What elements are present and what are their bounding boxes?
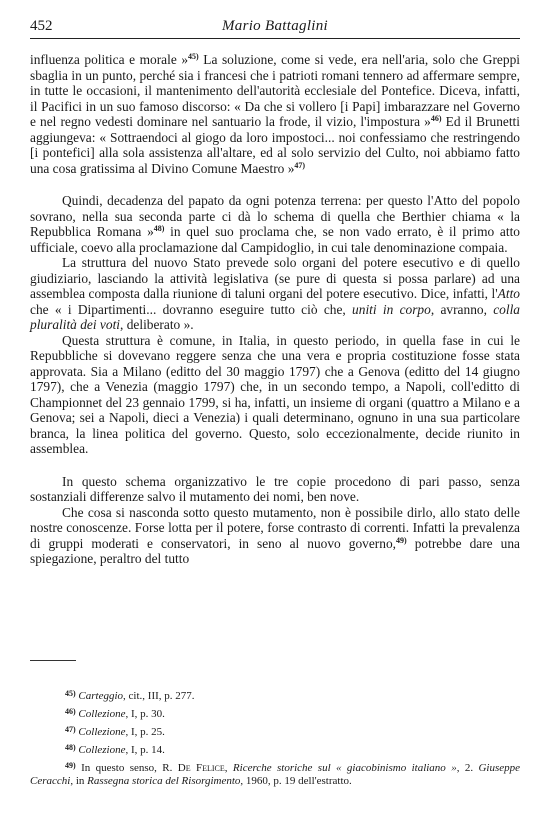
footnote-ref-45: 45) <box>188 52 199 61</box>
body-text <box>30 52 520 567</box>
text-run: Ed il Brunetti aggiungeva: « Sottraendoci al giogo da loro impostoci... noi confessiamo che restringendo [i pontefici] alla sola assistenza all'altare, ed al solo servizio del Culto, noi abbiamo fatto una cosa gratissima al Divino Comune Maestro » <box>30 114 520 176</box>
text-run: , 2. <box>456 762 479 774</box>
text-run: potrebbe dare una spiegazione, peraltro del tutto <box>30 535 520 566</box>
footnote-source: Ricerche storiche sul « giacobinismo italiano » <box>232 762 457 774</box>
footnote-source: Collezione <box>78 744 126 756</box>
footnote-source: Collezione <box>78 726 126 738</box>
footnote-number: 49) <box>65 761 76 770</box>
section-gap <box>30 457 520 474</box>
text-run: In questo senso, R. <box>81 762 178 774</box>
header-rule <box>30 38 520 39</box>
text-run: , <box>224 762 233 774</box>
text-run: che « i Dipartimenti... dovranno eseguire tutto ciò che, <box>30 301 353 317</box>
text-run: , avranno, <box>430 301 494 317</box>
paragraph-5: In questo schema organizzativo le tre copie procedono di pari passo, senza sostanziali differenze salvo il mutamento dei nomi, ben nove. <box>30 473 520 504</box>
footnote-citation: , I, p. 30. <box>125 708 165 720</box>
footnote-45 <box>65 690 520 703</box>
text-run: , in <box>70 775 88 787</box>
footnote-49 <box>30 762 520 788</box>
footnote-number: 47) <box>65 725 76 734</box>
italic-term: colla pluralità dei voti <box>30 301 520 332</box>
footnote-ref-49: 49) <box>396 535 407 545</box>
footnote-47 <box>65 726 520 739</box>
footnotes <box>30 690 520 788</box>
text-run: , deliberato ». <box>120 317 194 332</box>
text-run: in quel suo proclama che, se non vado errato, è il primo atto ufficiale, coevo alla proclamazione dal Campidoglio, in cui tale denominazione compaia. <box>30 224 521 255</box>
footnote-48 <box>65 744 520 757</box>
footnote-author: De Felice <box>177 762 225 774</box>
paragraph-4: Questa struttura è comune, in Italia, in questo periodo, in quella fase in cui le Repubbliche si dovevano reggere senza che una vera e propria costituzione fosse stata approvata. Sia a Milano (editto del 30 maggio 1797) che a Genova (editto del 14 giugno 1797), che a Venezia (maggio 1797) che, in un secondo tempo, a Napoli, coll'editto di Championnet del 23 gennaio 1799, si ha, infatti, un insieme di organi (quattro a Milano e a Genova; sei a Napoli, dieci a Venezia) i quali determinano, ognuno in una sua particolare branca, la linea politica del governo. Questo, solo eccezionalmente, decide riunito in assemblea. <box>30 332 520 456</box>
text-run: Quindi, decadenza del papato da ogni potenza terrena: per questo l'Atto del popolo sovrano, nella sua seconda parte ci dà lo schema di quella che Berthier chiama « la Repubblica Romana » <box>30 193 520 239</box>
footnote-source: Giuseppe Ceracchi <box>30 762 521 787</box>
paragraph-2 <box>30 193 520 255</box>
footnote-46 <box>65 708 520 721</box>
footnote-source: Rassegna storica del Risorgimento <box>87 775 241 787</box>
section-gap <box>30 176 520 193</box>
footnote-number: 46) <box>65 707 76 716</box>
text-run: influenza politica e morale » <box>30 52 189 67</box>
footnote-ref-47: 47) <box>294 160 306 170</box>
footnote-ref-46: 46) <box>430 114 442 123</box>
page-number: 452 <box>30 18 53 34</box>
text-run: La struttura del nuovo Stato prevede solo organi del potere esecutivo e di quello giudiziario, lasciando la attività legislativa (se pure di questa si possa parlare) ad una assemblea composta dalla riunione di taluni organi del potere esecutivo. Dice, infatti, l' <box>30 255 520 301</box>
italic-term: Atto <box>497 286 520 301</box>
footnote-ref-48: 48) <box>153 224 165 233</box>
paragraph-3 <box>30 255 520 333</box>
page-header <box>30 18 520 40</box>
footnote-citation: , cit., III, p. 277. <box>123 690 195 702</box>
text-run: Che cosa si nasconda sotto questo mutamento, non è possibile dirlo, allo stato delle nostre conoscenze. Forse lotta per il potere, forse contrasto di correnti. Infatti la prevalenza di gruppi moderati e conservatori, in seno al nuovo governo, <box>30 504 520 551</box>
text-run: , 1960, p. 19 dell'estratto. <box>240 775 352 787</box>
italic-term: uniti in corpo <box>352 301 431 317</box>
footnote-number: 48) <box>65 743 76 752</box>
running-head-author: Mario Battaglini <box>221 18 329 34</box>
footnote-citation: , I, p. 14. <box>125 744 165 756</box>
footnote-source: Carteggio <box>78 690 124 702</box>
footnote-citation: , I, p. 25. <box>125 726 165 738</box>
footnote-rule <box>30 660 76 661</box>
text-run: La soluzione, come si vede, era nell'aria, solo che Greppi sbaglia in un punto, perché sia i francesi che i patrioti romani tennero ad affermare sempre, in tutte le occasioni, il mantenimento dell'autorità ecclesiale del Pontefice. Diceva, infatti, il Pacifici in un suo famoso discorso: « Da che si vollero [i Papi] imbarazzare nel Governo e nel regno vedesti dominare nel santuario la frode, il vizio, l'impostura » <box>30 52 520 129</box>
footnote-source: Collezione <box>78 708 126 720</box>
paragraph-6 <box>30 505 520 567</box>
footnote-number: 45) <box>65 689 76 698</box>
paragraph-1 <box>30 52 520 176</box>
